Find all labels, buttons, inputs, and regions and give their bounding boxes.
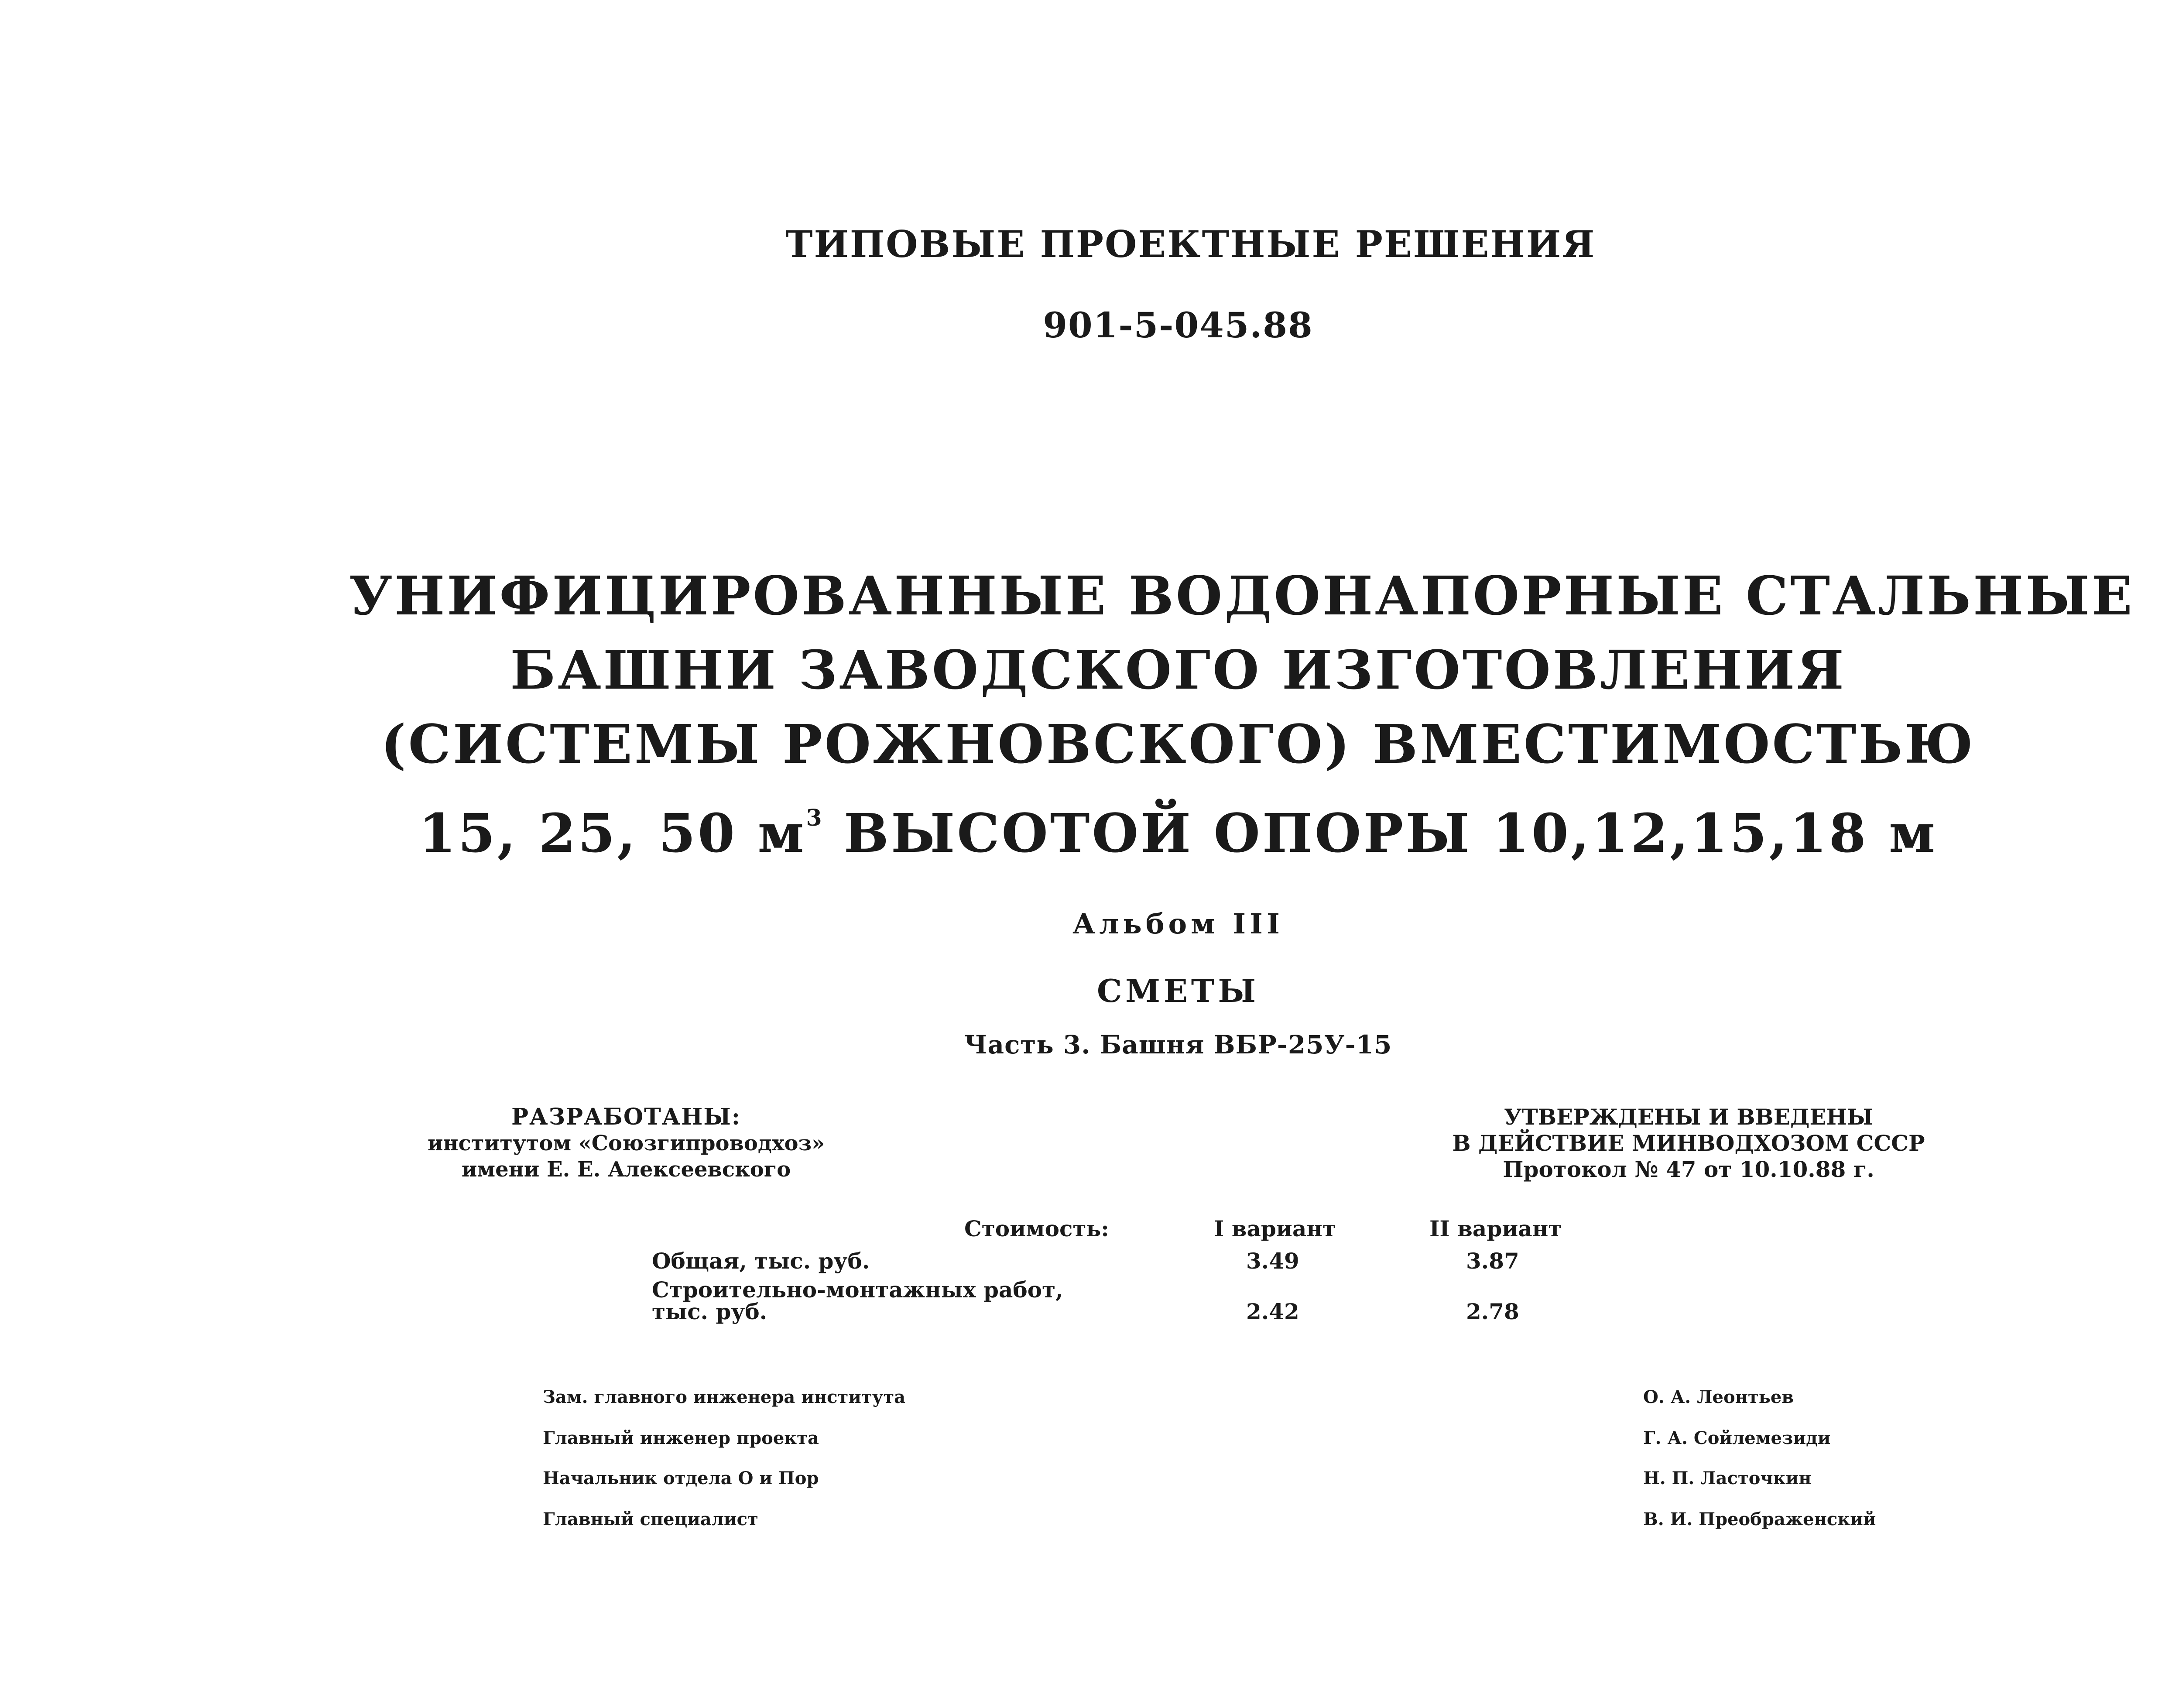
staff-name-4: В. И. Преображенский xyxy=(1643,1509,1876,1530)
cost-row-1-v2: 3.87 xyxy=(1466,1248,1519,1274)
title-heights: ВЫСОТОЙ ОПОРЫ 10,12,15,18 м xyxy=(843,802,1938,864)
album-part: Часть 3. Башня ВБР-25У-15 xyxy=(964,1030,1392,1060)
developed-line-1: институтом «Союзгипроводхоз» xyxy=(427,1131,825,1156)
title-line-2: БАШНИ ЗАВОДСКОГО ИЗГОТОВЛЕНИЯ xyxy=(510,638,1846,701)
staff-name-1: О. А. Леонтьев xyxy=(1643,1387,1794,1407)
developed-heading: РАЗРАБОТАНЫ: xyxy=(511,1104,741,1130)
album-label: Альбом III xyxy=(1072,908,1284,940)
cost-label: Стоимость: xyxy=(964,1216,1109,1242)
staff-name-2: Г. А. Сойлемезиди xyxy=(1643,1428,1831,1448)
approved-line-1: УТВЕРЖДЕНЫ И ВВЕДЕНЫ xyxy=(1504,1104,1873,1130)
cost-row-1-v1: 3.49 xyxy=(1246,1248,1299,1274)
cost-row-2-v1: 2.42 xyxy=(1246,1299,1299,1324)
title-line-1: УНИФИЦИРОВАННЫЕ ВОДОНАПОРНЫЕ СТАЛЬНЫЕ xyxy=(349,564,2134,627)
developed-block xyxy=(419,1104,833,1183)
cost-col-2-header: II вариант xyxy=(1429,1216,1562,1242)
approved-line-3: Протокол № 47 от 10.10.88 г. xyxy=(1503,1156,1874,1182)
approved-block xyxy=(1444,1104,1933,1183)
staff-role-1: Зам. главного инженера института xyxy=(543,1387,906,1407)
cost-row-1-label: Общая, тыс. руб. xyxy=(652,1248,870,1274)
cost-row-2-v2: 2.78 xyxy=(1466,1299,1519,1324)
album-subject: СМЕТЫ xyxy=(1097,972,1259,1009)
staff-role-4: Главный специалист xyxy=(543,1509,758,1530)
series-title: ТИПОВЫЕ ПРОЕКТНЫЕ РЕШЕНИЯ xyxy=(785,223,1596,266)
title-line-3: (СИСТЕМЫ РОЖНОВСКОГО) ВМЕСТИМОСТЬЮ xyxy=(380,713,1976,775)
cost-row-2-label-line-1: Строительно-монтажных работ, xyxy=(652,1277,1063,1303)
cost-row-2-label-line-2: тыс. руб. xyxy=(652,1299,767,1324)
staff-role-3: Начальник отдела О и Пор xyxy=(543,1468,819,1488)
title-line-4 xyxy=(349,781,2007,870)
staff-name-3: Н. П. Ласточкин xyxy=(1643,1468,1812,1488)
cubic-superscript: 3 xyxy=(806,805,822,831)
title-volumes: 15, 25, 50 м xyxy=(418,802,806,864)
staff-role-2: Главный инженер проекта xyxy=(543,1428,819,1448)
document-code: 901-5-045.88 xyxy=(1043,305,1313,346)
developed-line-2: имени Е. Е. Алексеевского xyxy=(461,1157,791,1182)
cost-col-1-header: I вариант xyxy=(1214,1216,1336,1242)
main-title xyxy=(349,559,2134,870)
approved-line-2: В ДЕЙСТВИЕ МИНВОДХОЗОМ СССР xyxy=(1452,1130,1925,1156)
